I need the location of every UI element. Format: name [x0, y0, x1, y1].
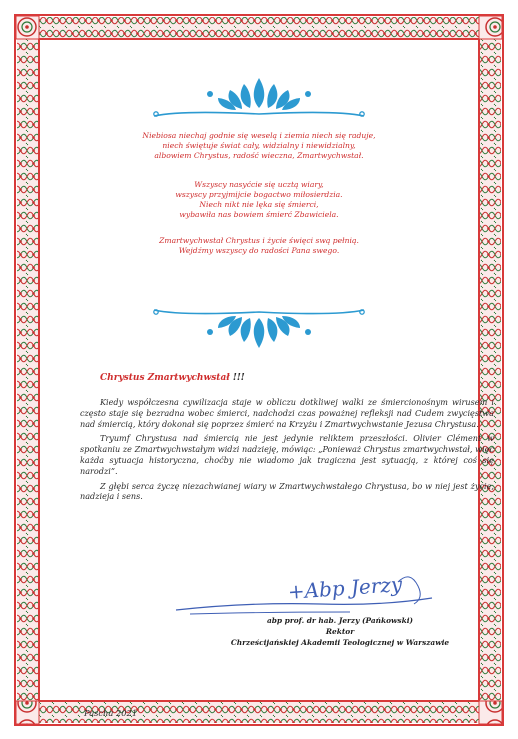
poem-line: niech świętuje świat cały, widzialny i niewidzialny, [162, 141, 356, 150]
blue-floral-ornament-top [152, 76, 366, 120]
poem-stanza-1 [60, 131, 458, 161]
signature-block [230, 615, 450, 648]
poem-stanza-2 [60, 180, 458, 220]
letter-body [80, 397, 494, 506]
poem-line: albowiem Chrystus, radość wieczna, Zmartwychwstał. [154, 151, 364, 160]
poem-line: Zmartwychwstał Chrystus i życie święci swą pełnią. [159, 236, 359, 245]
signatory-institution: Chrześcijańskiej Akademii Teologicznej w Warszawie [230, 638, 450, 647]
poem-line: Wejdźmy wszyscy do radości Pana swego. [178, 246, 340, 255]
letter-title [100, 373, 245, 383]
letter-paragraph: Tryumf Chrystusa nad śmiercią nie jest jedynie reliktem przeszłości. Olivier Clément w spotkaniu ze Zmartwychwstałym widzi nadzieję, mówiąc: „Ponieważ Chrystus zmartwychwstał, więc każda sytuacja historyczna, choćby nie wiadomo jak tragiczna jest sytuacją, z której coś się narodzi”. [80, 433, 494, 476]
page-content [40, 40, 494, 718]
letter-title-exclamation: !!! [229, 373, 245, 383]
blue-floral-ornament-bottom [152, 306, 366, 350]
poem-line: Niech nikt nie lęka się śmierci, [199, 200, 319, 209]
letter-date: Pascha 2021 [84, 708, 138, 718]
poem-line: Niebiosa niechaj godnie się weselą i ziemia niech się raduje, [142, 131, 376, 140]
letter-paragraph: Kiedy współczesna cywilizacja staje w obliczu dotkliwej walki ze śmiercionośnym wirusem i często staje się bezradna wobec śmierci, nadchodzi czas poważnej refleksji nad Cudem zwycięstwa nad śmiercią, który dokonał się poprzez śmierć na Krzyżu i Zmartwychwstanie Jezusa Chrystusa. [80, 397, 494, 429]
svg-text:+Abp Jerzy: +Abp Jerzy [287, 571, 403, 604]
signatory-name: abp prof. dr hab. Jerzy (Pańkowski) [266, 616, 414, 625]
letter-title-main: Chrystus Zmartwychwstał [100, 373, 230, 383]
poem-line: wszyscy przyjmijcie bogactwo miłosierdzia. [175, 190, 343, 199]
letter-paragraph: Z głębi serca życzę niezachwianej wiary w Zmartwychwstałego Chrystusa, bo w niej jest życie, nadzieja i sens. [80, 480, 494, 502]
signatory-role: Rektor [325, 627, 355, 636]
poem-stanza-3 [60, 236, 458, 256]
handwritten-signature [170, 552, 440, 622]
poem-line: wybawiła nas bowiem śmierć Zbawiciela. [179, 210, 339, 219]
poem-line: Wszyscy nasyćcie się ucztą wiary, [194, 180, 324, 189]
